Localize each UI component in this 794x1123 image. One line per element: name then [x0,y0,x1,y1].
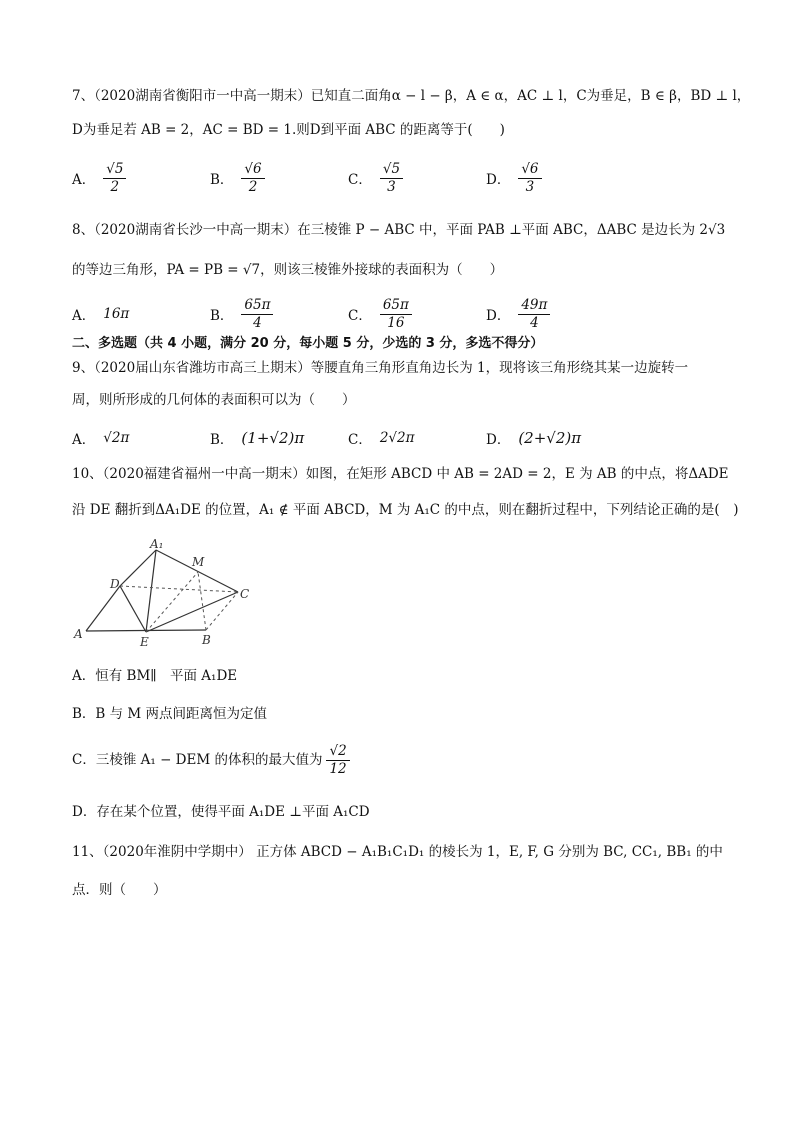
label-a1: A₁ [150,538,164,551]
option-d: D． $\frac{49\pi}{4}$ [486,292,550,336]
label-a: A [74,627,83,641]
folding-diagram [70,538,260,650]
option-c: C． 2√2π [348,430,415,448]
option-a: A． 16π [72,306,130,324]
edge-d-a [86,586,120,631]
edge-a-b [86,630,206,631]
label-c: C [240,587,250,601]
question-9-options [72,416,732,460]
label-e: E [140,635,149,649]
question-10-option-d: D．存在某个位置，使得平面 A₁DE ⊥平面 A₁CD [72,804,370,820]
option-d: D． $\frac{√6}{3}$ [486,156,542,200]
question-8-options [72,292,732,336]
edge-b-m-dashed [198,572,206,630]
fraction: $\frac{√6}{3}$ [518,161,541,196]
section-heading: 二、多选题（共 4 小题，满分 20 分，每小题 5 分，少选的 3 分，多选不得分） [72,336,544,351]
edge-d-e [120,586,146,632]
fraction: $\frac{65\pi}{4}$ [241,297,273,332]
fraction: $\frac{65\pi}{16}$ [380,297,412,332]
label-d: D [110,577,120,591]
fraction: $\frac{49\pi}{4}$ [518,297,550,332]
edge-e-m-dashed [146,572,198,632]
option-b: B． (1+√2)π [210,429,305,448]
option-a: A． √2π [72,430,130,448]
question-10-line-2: 沿 DE 翻折到ΔA₁DE 的位置，A₁ ∉ 平面 ABCD，M 为 A₁C 的中点，则在翻折过程中，下列结论正确的是( ) [72,502,739,518]
question-9-line-1: 9、（2020届山东省潍坊市高三上期末）等腰直角三角形直角边长为 1，现将该三角形绕其某一边旋转一 [72,360,689,376]
edge-a1-e [146,550,156,632]
edge-a1-d [120,550,156,586]
option-a: A． $\frac{√5}{2}$ [72,156,126,200]
option-c: C． $\frac{65\pi}{16}$ [348,292,412,336]
fraction: $\frac{√2}{12}$ [326,743,349,778]
question-8-line-2: 的等边三角形，PA = PB = √7，则该三棱锥外接球的表面积为（ ） [72,262,504,278]
question-11-line-2: 点．则（ ） [72,882,167,898]
option-b: B． $\frac{√6}{2}$ [210,156,265,200]
question-10-option-c: C．三棱锥 A₁ − DEM 的体积的最大值为 $\frac{√2}{12}$ [72,738,350,782]
question-10-option-a: A．恒有 BM∥ 平面 A₁DE [72,668,238,684]
label-b: B [202,633,211,647]
edge-b-c-dashed [206,592,238,630]
option-b: B． $\frac{65\pi}{4}$ [210,292,273,336]
option-d: D． (2+√2)π [486,429,582,448]
question-10-line-1: 10、（2020福建省福州一中高一期末）如图，在矩形 ABCD 中 AB = 2AD = 2，E 为 AB 的中点，将ΔADE [72,466,729,482]
edge-e-c [146,592,238,632]
fraction: $\frac{√6}{2}$ [241,161,264,196]
question-10-option-b: B．B 与 M 两点间距离恒为定值 [72,706,268,722]
question-7-line-2: D为垂足若 AB = 2，AC = BD = 1.则D到平面 ABC 的距离等于( ) [72,122,505,138]
question-7-line-1: 7、（2020湖南省衡阳市一中高一期末）已知直二面角α − l − β，A ∈ α，AC ⊥ l，C为垂足，B ∈ β，BD ⊥ l， [72,88,751,104]
question-8-line-1: 8、（2020湖南省长沙一中高一期末）在三棱锥 P − ABC 中，平面 PAB ⊥平面 ABC，ΔABC 是边长为 2√3 [72,222,726,238]
edge-d-c-dashed [120,586,238,592]
question-7-options [72,156,732,200]
label-m: M [192,555,205,569]
question-11-line-1: 11、（2020年淮阴中学期中） 正方体 ABCD − A₁B₁C₁D₁ 的棱长为 1，E, F, G 分别为 BC, CC₁, BB₁ 的中 [72,844,723,860]
fraction: $\frac{√5}{2}$ [103,161,126,196]
fraction: $\frac{√5}{3}$ [380,161,403,196]
option-c: C． $\frac{√5}{3}$ [348,156,403,200]
question-9-line-2: 周，则所形成的几何体的表面积可以为（ ） [72,392,356,408]
